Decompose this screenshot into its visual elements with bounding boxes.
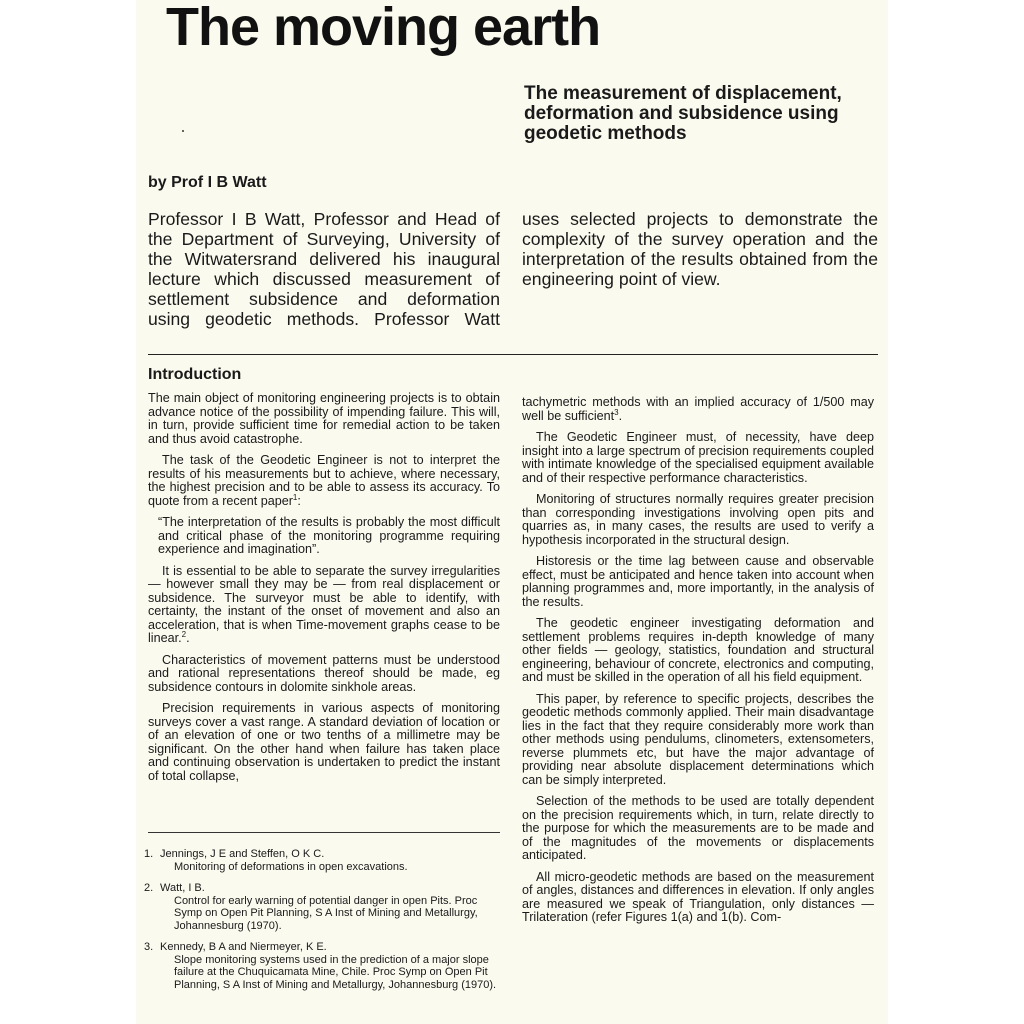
body-paragraph: Historesis or the time lag between cause and observable effect, must be anticipated and hence taken into account when planning programmes and, more importantly, in the analysis of the results. [522,554,874,609]
body-left-column [148,392,500,791]
punctuation: : [297,493,301,508]
body-right-column [522,396,874,933]
reference-marker: 1 [292,492,298,502]
footnote-detail: Monitoring of deformations in open excavations. [174,860,408,873]
reference-marker: 3 [614,407,619,417]
abstract-right-column: uses selected projects to demonstrate the complexity of the survey operation and the interpretation of the results obtained from the engineering point of view. [522,209,878,289]
body-paragraph: Monitoring of structures normally requires greater precision than corresponding investigations involving open pits and quarries as, in many cases, the results are used to verify a hypothesis incorporated in the structural design. [522,492,874,547]
punctuation: . [618,408,623,423]
footnote-item [144,882,500,932]
intro-paragraph [148,454,500,508]
footnote-divider [148,832,500,833]
print-speck [182,130,184,132]
footnote-authors: Watt, I B. [160,882,205,894]
footnote-list [144,848,500,1000]
abstract-left-column: Professor I B Watt, Professor and Head of the Department of Surveying, University of the Witwatersrand delivered his inaugural lecture which discussed measurement of settlement subsidence and deformation using geodetic methods. Professor Watt [148,209,500,329]
punctuation: . [186,631,190,645]
footnote-number: 3. [144,941,154,953]
paragraph-text: The task of the Geodetic Engineer is not to interpret the results of his measurements but to achieve, where necessary, the highest precision and to be able to assess its accuracy. To quote from a recent paper [148,453,500,508]
body-paragraph: This paper, by reference to specific projects, describes the geodetic methods commonly applied. Their main disadvantage lies in the fact that they require considerably more work than other methods using pendulums, clinometers, extensometers, reverse plummets etc, but have the major advantage of providing near absolute displacement determinations which can be simply interpreted. [522,691,874,787]
intro-paragraph: The main object of monitoring engineering projects is to obtain advance notice of the possibility of impending failure. This will, in turn, provide sufficient time for remedial action to be taken and thus avoid catastrophe. [148,391,500,446]
intro-paragraph: Precision requirements in various aspects of monitoring surveys cover a vast range. A standard deviation of location or of an elevation of one or two tenths of a millimetre may be significant. On the other hand when failure has taken place and continuing observation is undertaken to predict the instant of total collapse, [148,701,500,783]
footnote-number: 2. [144,882,154,894]
reference-marker: 2 [181,629,187,639]
intro-paragraph [148,565,500,646]
section-divider [148,354,878,355]
body-paragraph: The Geodetic Engineer must, of necessity, have deep insight into a large spectrum of precision requirements coupled with intimate knowledge of the specialised equipment available and of their respective performance characteristics. [522,430,874,485]
block-quote: “The interpretation of the results is probably the most difficult and critical phase of the monitoring programme requiring experience and imagination”. [158,515,500,556]
footnote-item [144,941,500,991]
magazine-page [136,0,888,1024]
introduction-heading: Introduction [148,366,242,383]
article-title: The moving earth [166,0,601,57]
footnote-authors: Jennings, J E and Steffen, O K C. [160,848,325,860]
footnote-number: 1. [144,848,154,860]
body-paragraph: Selection of the methods to be used are totally dependent on the precision requirements which, in turn, relate directly to the purpose for which the measurements are to be made and of the magnitudes of the movements or displacements anticipated. [522,794,874,862]
footnote-detail: Slope monitoring systems used in the prediction of a major slope failure at the Chuquicamata Mine, Chile. Proc Symp on Open Pit Planning, S A Inst of Mining and Metallurgy, Johannesburg (1970). [174,953,497,991]
paragraph-text: It is essential to be able to separate the survey irregularities — however small they may be — from real displacement or subsidence. The surveyor must be able to identify, with certainty, the instant of the onset of movement and also an acceleration, that is when Time-movement graphs cease to be linear. [148,563,500,645]
paragraph-text: tachymetric methods with an implied accuracy of 1/500 may well be sufficient [522,395,874,423]
body-paragraph [522,396,874,423]
footnote-authors: Kennedy, B A and Niermeyer, K E. [160,941,327,953]
body-paragraph: The geodetic engineer investigating deformation and settlement problems requires in-depth knowledge of many other fields — geology, statistics, foundation and structural engineering, behaviour of concrete, electronics and computing, and must be skilled in the operation of all his field equipment. [522,616,874,684]
footnote-detail: Control for early warning of potential danger in open Pits. Proc Symp on Open Pit Planning, S A Inst of Mining and Metallurgy, Johannesburg (1970). [174,894,478,932]
body-paragraph: All micro-geodetic methods are based on the measurement of angles, distances and differences in elevation. If only angles are measured we speak of Triangulation, only distances — Trilateration (refer Figures 1(a) and 1(b). Com- [522,869,874,924]
intro-paragraph: Characteristics of movement patterns must be understood and rational representations thereof should be made, eg subsidence contours in dolomite sinkhole areas. [148,652,500,694]
footnote-item [144,848,500,873]
author-byline: by Prof I B Watt [148,174,267,191]
article-subtitle: The measurement of displacement, deformation and subsidence using geodetic methods [524,83,842,144]
